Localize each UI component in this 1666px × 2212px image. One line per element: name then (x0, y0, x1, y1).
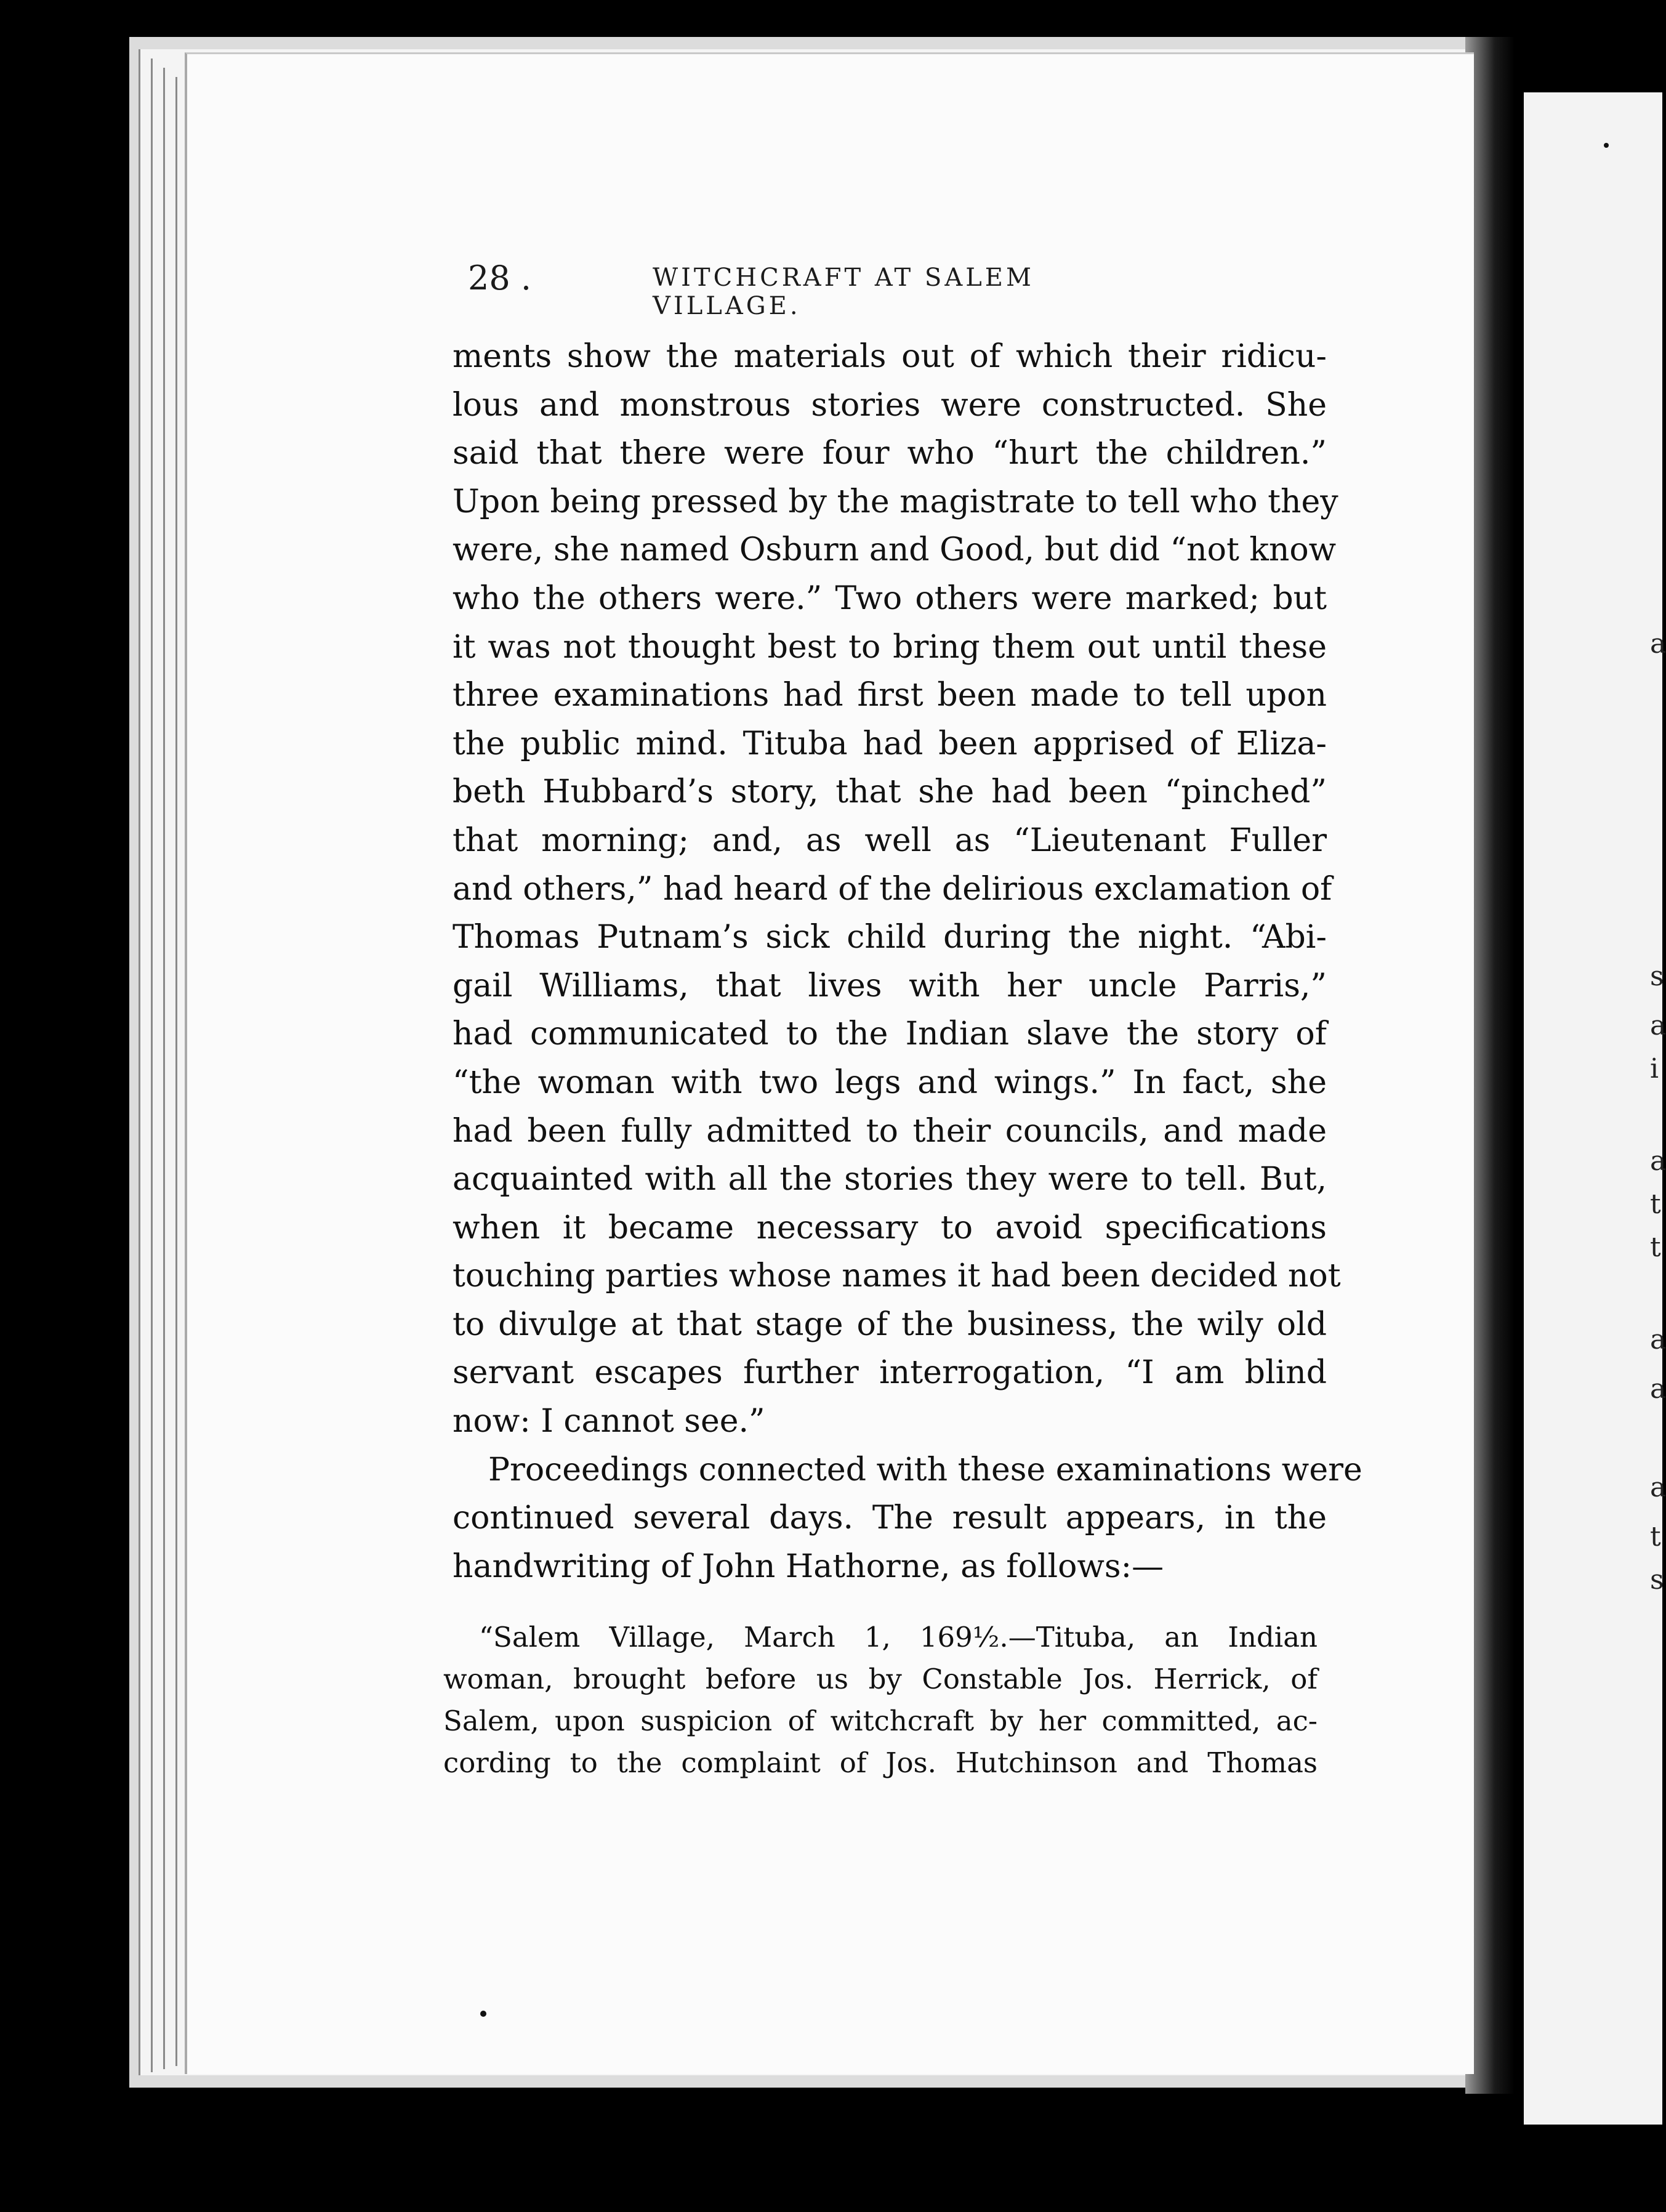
scan-speck (480, 2011, 486, 2017)
quote-line: Salem, upon suspicion of witchcraft by her committed, ac- (443, 1705, 1318, 1737)
text-line: beth Hubbard’s story, that she had been “pinched” (453, 773, 1327, 811)
adjacent-page-fragment: i (1650, 1053, 1659, 1084)
text-line: acquainted with all the stories they were to tell. But, (453, 1161, 1327, 1198)
text-line: had been fully admitted to their councils, and made (453, 1112, 1327, 1150)
adjacent-page-fragment: a (1650, 628, 1666, 660)
text-line: Thomas Putnam’s sick child during the night. “Abi- (453, 919, 1327, 956)
adjacent-page-fragment: a (1650, 1373, 1666, 1405)
text-line: servant escapes further interrogation, “I am blind (453, 1354, 1327, 1392)
text-line: and others,” had heard of the delirious exclamation of (453, 870, 1332, 908)
adjacent-page-fragment: t (1650, 1232, 1661, 1263)
text-line: continued several days. The result appears, in the (453, 1500, 1327, 1537)
text-line: three examinations had first been made to tell upon (453, 677, 1327, 714)
text-line: Upon being pressed by the magistrate to tell who they (453, 483, 1338, 520)
text-line: now: I cannot see.” (453, 1403, 765, 1440)
quote-line: woman, brought before us by Constable Jos. Herrick, of (443, 1663, 1318, 1695)
text-line: who the others were.” Two others were marked; but (453, 579, 1327, 617)
text-line: had communicated to the Indian slave the story of (453, 1015, 1327, 1053)
text-line: Proceedings connected with these examinations were (488, 1451, 1362, 1488)
running-head: WITCHCRAFT AT SALEM VILLAGE. (653, 264, 1034, 320)
body-text (453, 333, 1362, 1591)
text-line: that morning; and, as well as “Lieutenant Fuller (453, 821, 1327, 859)
adjacent-page (1524, 92, 1662, 2125)
adjacent-page-fragment: s (1650, 961, 1664, 992)
text-line: the public mind. Tituba had been apprised of Eliza- (453, 725, 1327, 762)
text-line: lous and monstrous stories were constructed. She (453, 386, 1327, 424)
adjacent-page-fragment: a (1650, 1010, 1666, 1041)
text-line: when it became necessary to avoid specifications (453, 1209, 1327, 1246)
quote-line: “Salem Village, March 1, 169½.—Tituba, an Indian (479, 1621, 1318, 1653)
adjacent-page-fragment: s (1650, 1564, 1664, 1596)
page-number: 28 . (468, 259, 532, 297)
quote-line: cording to the complaint of Jos. Hutchinson and Thomas (443, 1746, 1318, 1779)
text-line: touching parties whose names it had been decided not (453, 1257, 1341, 1295)
text-line: gail Williams, that lives with her uncle Parris,” (453, 967, 1327, 1004)
text-line: to divulge at that stage of the business, the wily old (453, 1306, 1327, 1343)
text-line: were, she named Osburn and Good, but did “not know (453, 531, 1337, 569)
adjacent-page-fragment: t (1650, 1189, 1661, 1220)
scan-speck (1604, 143, 1609, 148)
block-quote (443, 1617, 1318, 1784)
text-line: it was not thought best to bring them out until these (453, 628, 1327, 666)
adjacent-page-fragment: a (1650, 1472, 1666, 1503)
text-line: “the woman with two legs and wings.” In fact, she (453, 1064, 1327, 1101)
text-line: ments show the materials out of which their ridicu- (453, 338, 1327, 375)
adjacent-page-fragment: a (1650, 1324, 1666, 1355)
adjacent-page-fragment: t (1650, 1521, 1661, 1552)
text-line: handwriting of John Hathorne, as follows:— (453, 1548, 1164, 1585)
adjacent-page-fragment: a (1650, 1145, 1666, 1177)
page-header (468, 259, 1176, 320)
text-line: said that there were four who “hurt the children.” (453, 435, 1327, 472)
